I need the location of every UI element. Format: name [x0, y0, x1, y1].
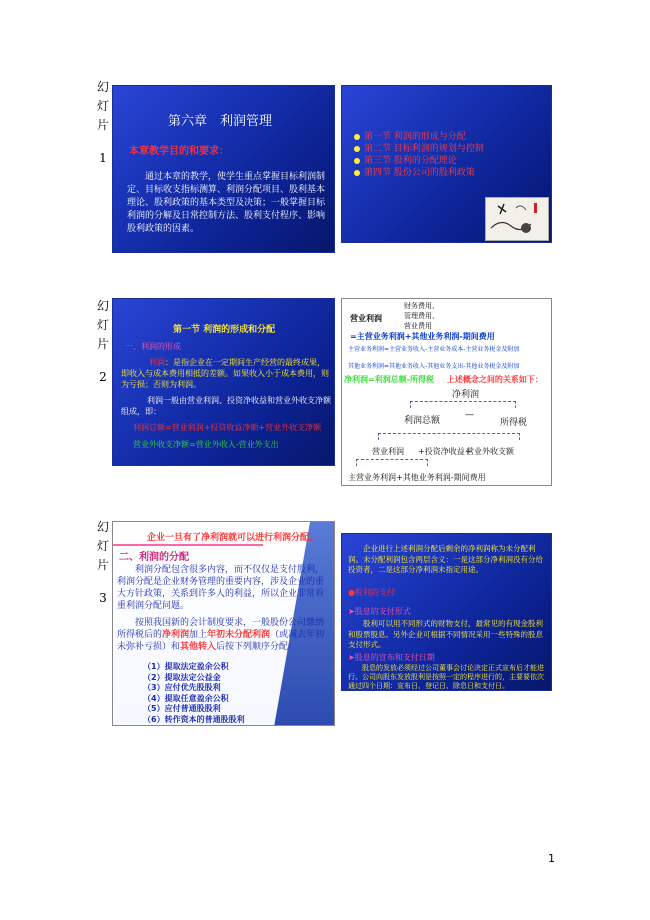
side-label-1: [95, 78, 111, 168]
heading-text: 股息的支付形式: [354, 607, 411, 616]
side-num: 1: [99, 151, 107, 165]
relationship-note: 上述概念之间的关系如下：: [446, 375, 543, 384]
rule-text: 加上: [189, 630, 208, 640]
rule-text: 后按下列顺序分配：: [216, 642, 298, 652]
equation-other-profit: 其他业务利润=其他业务收入-其他业务支出-其他业务税金及附加: [348, 363, 520, 370]
arrow-icon: ➤: [348, 653, 355, 662]
definition-text: ：是指企业在一定期间生产经营的最终成果，即收入与成本费用相抵的差额。如果收入小于成本费用，则为亏损；否则为利润。: [121, 358, 329, 389]
rule-key: 年初未分配利润: [207, 630, 271, 640]
order-item: （4）提取任意盈余公积: [143, 693, 229, 703]
bullet-icon: [354, 134, 360, 140]
side-label-3: [95, 518, 111, 608]
date-text: 股息的发放必须经过公司董事会讨论决定正式宣布后才能进行。公司向股东发放股利是按照一定的程序进行的，主要要依次通过四个日期：宣布日、登记日、除息日和支付日。: [348, 664, 544, 690]
bullet-icon: [354, 146, 360, 152]
side-num: 3: [99, 591, 107, 605]
order-item: （1）提取法定盈余公积: [143, 662, 229, 671]
tree-bracket-3: [356, 459, 428, 466]
distribution-intro: 利润分配包含很多内容，而不仅仅是支付股利，利润分配是企业财务管理的重要内容，涉及企业的重大方针政策，关系到许多人的利益，所以企业非常看重利润分配问题。: [117, 565, 325, 611]
section-heading: 二、利润的分配: [119, 552, 189, 563]
cost-item: 财务费用、: [404, 302, 439, 310]
dividend-heading: [348, 587, 395, 598]
section-heading: 一、利润的形成: [125, 342, 181, 351]
formula-total-profit: 利润总额=营业利润+投资收益净额+营业外收支净额: [133, 423, 322, 432]
distribution-rule: [117, 617, 331, 653]
order-item: （5）应付普通股股利: [143, 704, 221, 713]
slide-1: [112, 85, 335, 253]
slide-5: [112, 521, 335, 726]
form-text: 股利可以用不同形式的财物支付，最常见的有现金股利和股票股息。另外企业可根据不同情况采用一些特殊的股息支付形式。: [348, 619, 543, 649]
tree-total-profit: 利润总额: [404, 416, 441, 426]
side-char: 幻: [96, 520, 109, 534]
heading-text: 股利的支付: [354, 588, 395, 597]
slide-4: [341, 298, 552, 486]
slide-3: [112, 298, 335, 466]
date-heading: [348, 652, 435, 663]
equation-op-profit: =主营业务利润+其他业务利润-期间费用: [350, 332, 495, 341]
slide5-top-border: [113, 544, 263, 546]
order-item: （6）转作资本的普通股股利: [143, 714, 245, 724]
slide-title: 第六章 利润管理: [168, 114, 273, 129]
undistributed-text: 企业进行上述利润分配后剩余的净利润称为未分配利润。未分配利润包含两层含义：一是这部分净利润没有分给投资者，二是这部分净利润未指定用途。: [348, 544, 543, 574]
tree-op-profit: 营业利润: [372, 447, 404, 456]
tree-bracket-2: [378, 433, 520, 440]
net-profit-formula: 净利润=利润总额-所得税: [344, 375, 435, 384]
order-item: （2）提取法定公益金: [143, 672, 221, 682]
chapter-outline: [354, 131, 484, 179]
intro-line: 企业一旦有了净利润就可以进行利润分配。: [147, 533, 319, 543]
bullet-icon: [354, 170, 360, 176]
distribution-order: [143, 662, 245, 725]
outline-item: [354, 131, 484, 143]
page-number: 1: [548, 852, 555, 865]
side-char: 灯: [96, 318, 109, 332]
slide-title: 第一节 利润的形成和分配: [173, 325, 276, 335]
tree-bracket: [410, 401, 516, 408]
rule-key: 其他转入: [180, 642, 217, 652]
outline-item: [354, 167, 484, 179]
slide-subtitle: 本章教学目的和要求：: [129, 146, 229, 157]
side-num: 2: [99, 370, 107, 384]
cost-item: 营业费用: [404, 322, 432, 330]
side-char: 幻: [96, 80, 109, 94]
cost-item: 管理费用、: [404, 312, 439, 320]
keyword: 利润: [149, 358, 165, 367]
side-char: 片: [96, 337, 109, 351]
slide-6: [341, 533, 552, 691]
side-char: 幻: [96, 299, 109, 313]
equation-main-profit: 主营业务利润=主营业务收入-主营业务成本-主营业务税金及附加: [348, 346, 520, 353]
outline-text: 第二节 目标利润的规划与控制: [364, 144, 484, 154]
tree-bottom: 主营业务利润+其他业务利润-期间费用: [348, 473, 486, 482]
form-heading: [348, 606, 411, 617]
rule-text: （或减去年初未弥补亏损）和: [117, 630, 325, 652]
bullet-icon: ●: [348, 588, 355, 597]
side-char: 灯: [96, 539, 109, 553]
equation-net-profit: [344, 374, 543, 385]
painting-icon: [485, 197, 549, 241]
heading-text: 股息的宣布和支付日期: [354, 653, 435, 662]
rule-text: 按照我国新的会计制度要求，一般股份公司缴纳所得税后的: [117, 618, 325, 640]
arrow-icon: ➤: [348, 607, 355, 616]
outline-item: [354, 155, 484, 167]
profit-definition: [121, 357, 331, 390]
side-char: 灯: [96, 99, 109, 113]
rule-key: 净利润: [162, 630, 190, 640]
cost-list: [404, 301, 439, 331]
order-item: （3）应付优先股股利: [143, 683, 221, 692]
side-char: 片: [96, 558, 109, 572]
label-op-profit: 营业利润: [350, 314, 382, 323]
tree-root: 净利润: [452, 390, 480, 400]
outline-text: 第三节 股利的分配理论: [364, 156, 457, 166]
slide-body: 通过本章的教学，使学生重点掌握目标利润制定、目标收支指标测算、利润分配项目、股利基本理论、股利政策的基本类型及决策；一般掌握目标利润的分解及日常控制方法、股利支付程序、影响股利政策的因素。: [127, 172, 326, 234]
side-char: 片: [96, 118, 109, 132]
outline-text: 第四节 股份公司的股利政策: [364, 168, 475, 178]
slide-2: [341, 85, 552, 243]
tree-minus: —: [465, 410, 474, 420]
outline-item: [354, 143, 484, 155]
bullet-icon: [354, 158, 360, 164]
tree-nonop: 营业外收支额: [466, 447, 514, 456]
profit-components: 利润一般由营业利润、投资净收益和营业外收支净额组成，即：: [121, 396, 331, 416]
side-label-2: [95, 297, 111, 387]
formula-nonop: 营业外收支净额=营业外收入-营业外支出: [133, 440, 279, 449]
outline-text: 第一节 利润的形成与分配: [364, 132, 466, 142]
tree-invest: +投资净收益+: [418, 447, 472, 456]
tree-income-tax: 所得税: [500, 418, 528, 428]
